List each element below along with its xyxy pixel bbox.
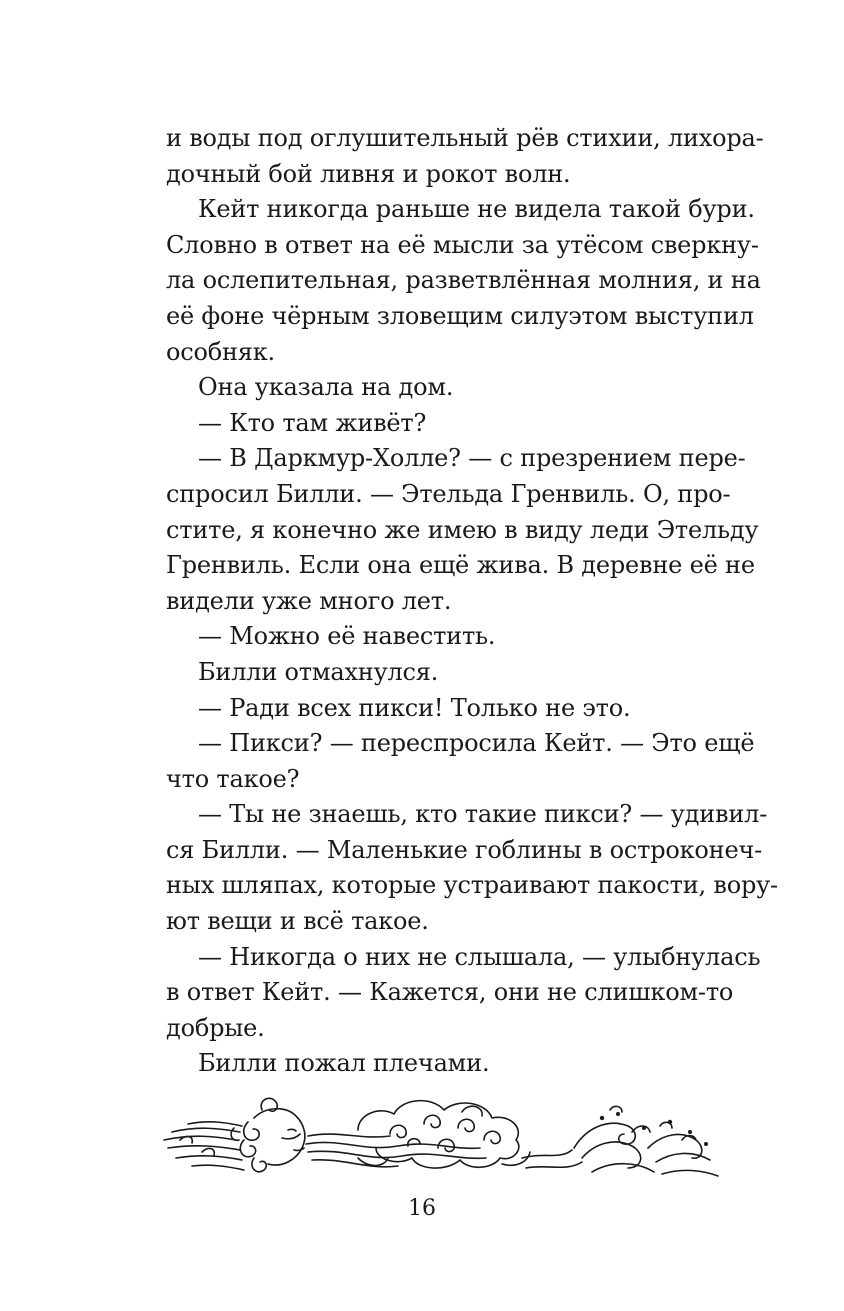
page-number: 16 [408,1196,436,1221]
text-line: — В Даркмур-Холле? — с презрением пере- [198,444,746,473]
text-line: дочный бой ливня и рокот волн. [166,159,571,188]
text-line: ла ослепительная, разветвлённая молния, и на [166,266,761,295]
text-line: особняк. [166,337,275,366]
text-line: Словно в ответ на её мысли за утёсом сверкну- [166,230,759,259]
text-line: что такое? [166,764,300,793]
text-line: и воды под оглушительный рёв стихии, лихора- [166,124,764,152]
text-line: Билли пожал плечами. [198,1049,490,1078]
body-text [166,121,778,1082]
text-line: стите, я конечно же имею в виду леди Этельду [166,515,759,544]
text-line: спросил Билли. — Этельда Гренвиль. О, про- [166,479,731,508]
text-line: — Никогда о них не слышала, — улыбнулась [198,942,761,971]
text-line: Билли отмахнулся. [198,657,439,686]
text-line: добрые. [166,1013,265,1042]
text-line: — Ради всех пикси! Только не это. [198,693,631,722]
text-line: — Ты не знаешь, кто такие пикси? — удивил- [198,800,768,829]
text-line: — Кто там живёт? [198,408,427,437]
text-line: ся Билли. — Маленькие гоблины в остроконеч- [166,835,763,864]
wind-and-waves-ornament-icon [162,1088,722,1188]
text-line: в ответ Кейт. — Кажется, они не слишком-то [166,978,734,1007]
text-line: ных шляпах, которые устраивают пакости, вору- [166,871,778,900]
text-line: Она указала на дом. [198,373,454,402]
text-line: Кейт никогда раньше не видела такой бури. [198,195,755,224]
text-line: Гренвиль. Если она ещё жива. В деревне её не [166,551,755,580]
text-line: видели уже много лет. [166,586,452,615]
text-line: её фоне чёрным зловещим силуэтом выступил [166,301,754,330]
text-line: ют вещи и всё такое. [166,907,429,936]
text-line: — Можно её навестить. [198,622,496,651]
text-line: — Пикси? — переспросила Кейт. — Это ещё [198,729,755,758]
